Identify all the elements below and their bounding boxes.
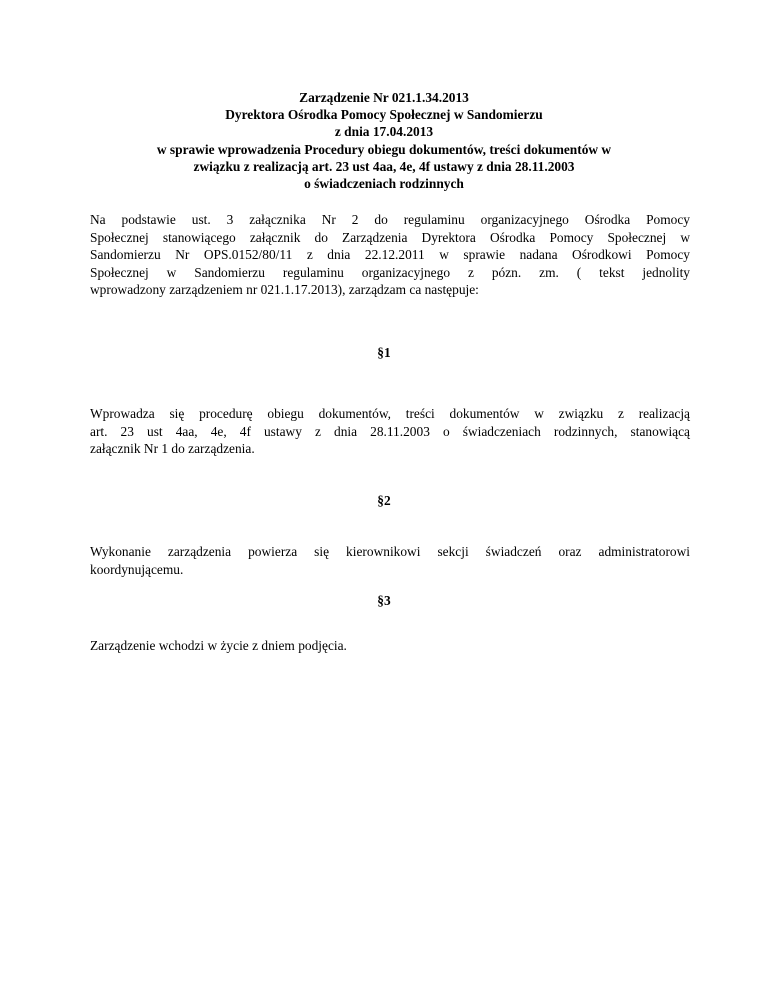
section-2-line: koordynującemu.: [90, 561, 184, 577]
header-subject-line-3: o świadczeniach rodzinnych: [304, 176, 464, 192]
header-date: z dnia 17.04.2013: [334, 124, 434, 140]
preamble-line: wprowadzony zarządzeniem nr 021.1.17.2013), zarządzam ca następuje:: [90, 282, 479, 298]
section-2-paragraph: [90, 543, 690, 578]
preamble-line: Na podstawie ust. 3 załącznika Nr 2 do regulaminu organizacyjnego Ośrodka Pomocy: [90, 212, 690, 227]
preamble-line: Sandomierzu Nr OPS.0152/80/11 z dnia 22.12.2011 w sprawie nadana Ośrodkowi Pomocy: [90, 247, 690, 263]
header-issuer: Dyrektora Ośrodka Pomocy Społecznej w Sandomierzu: [225, 107, 543, 123]
preamble-line: Społecznej w Sandomierzu regulaminu organizacyjnego z pózn. zm. ( tekst jednolity: [90, 264, 690, 280]
section-1-paragraph: [90, 405, 690, 458]
section-3-line: Zarządzenie wchodzi w życie z dniem podjęcia.: [90, 638, 347, 653]
header-title: Zarządzenie Nr 021.1.34.2013: [299, 90, 469, 105]
section-1-line: załącznik Nr 1 do zarządzenia.: [90, 441, 255, 457]
section-3-heading: §3: [377, 593, 391, 608]
section-2-heading: §2: [377, 493, 391, 508]
preamble-line: Społecznej stanowiącego załącznik do Zarządzenia Dyrektora Ośrodka Pomocy Społecznej w: [90, 229, 690, 245]
preamble-paragraph: [90, 211, 690, 299]
document-header: [60, 89, 708, 192]
section-1-line: art. 23 ust 4aa, 4e, 4f ustawy z dnia 28.11.2003 o świadczeniach rodzinnych, stanowiącą: [90, 423, 690, 439]
section-1-line: Wprowadza się procedurę obiegu dokumentów, treści dokumentów w związku z realizacją: [90, 406, 690, 421]
section-2-line: Wykonanie zarządzenia powierza się kierownikowi sekcji świadczeń oraz administratorowi: [90, 544, 690, 559]
section-1-heading: §1: [377, 345, 391, 360]
header-subject-line-2: związku z realizacją art. 23 ust 4aa, 4e, 4f ustawy z dnia 28.11.2003: [193, 158, 575, 174]
header-subject-line-1: w sprawie wprowadzenia Procedury obiegu dokumentów, treści dokumentów w: [156, 141, 612, 157]
section-3-paragraph: [90, 637, 690, 655]
